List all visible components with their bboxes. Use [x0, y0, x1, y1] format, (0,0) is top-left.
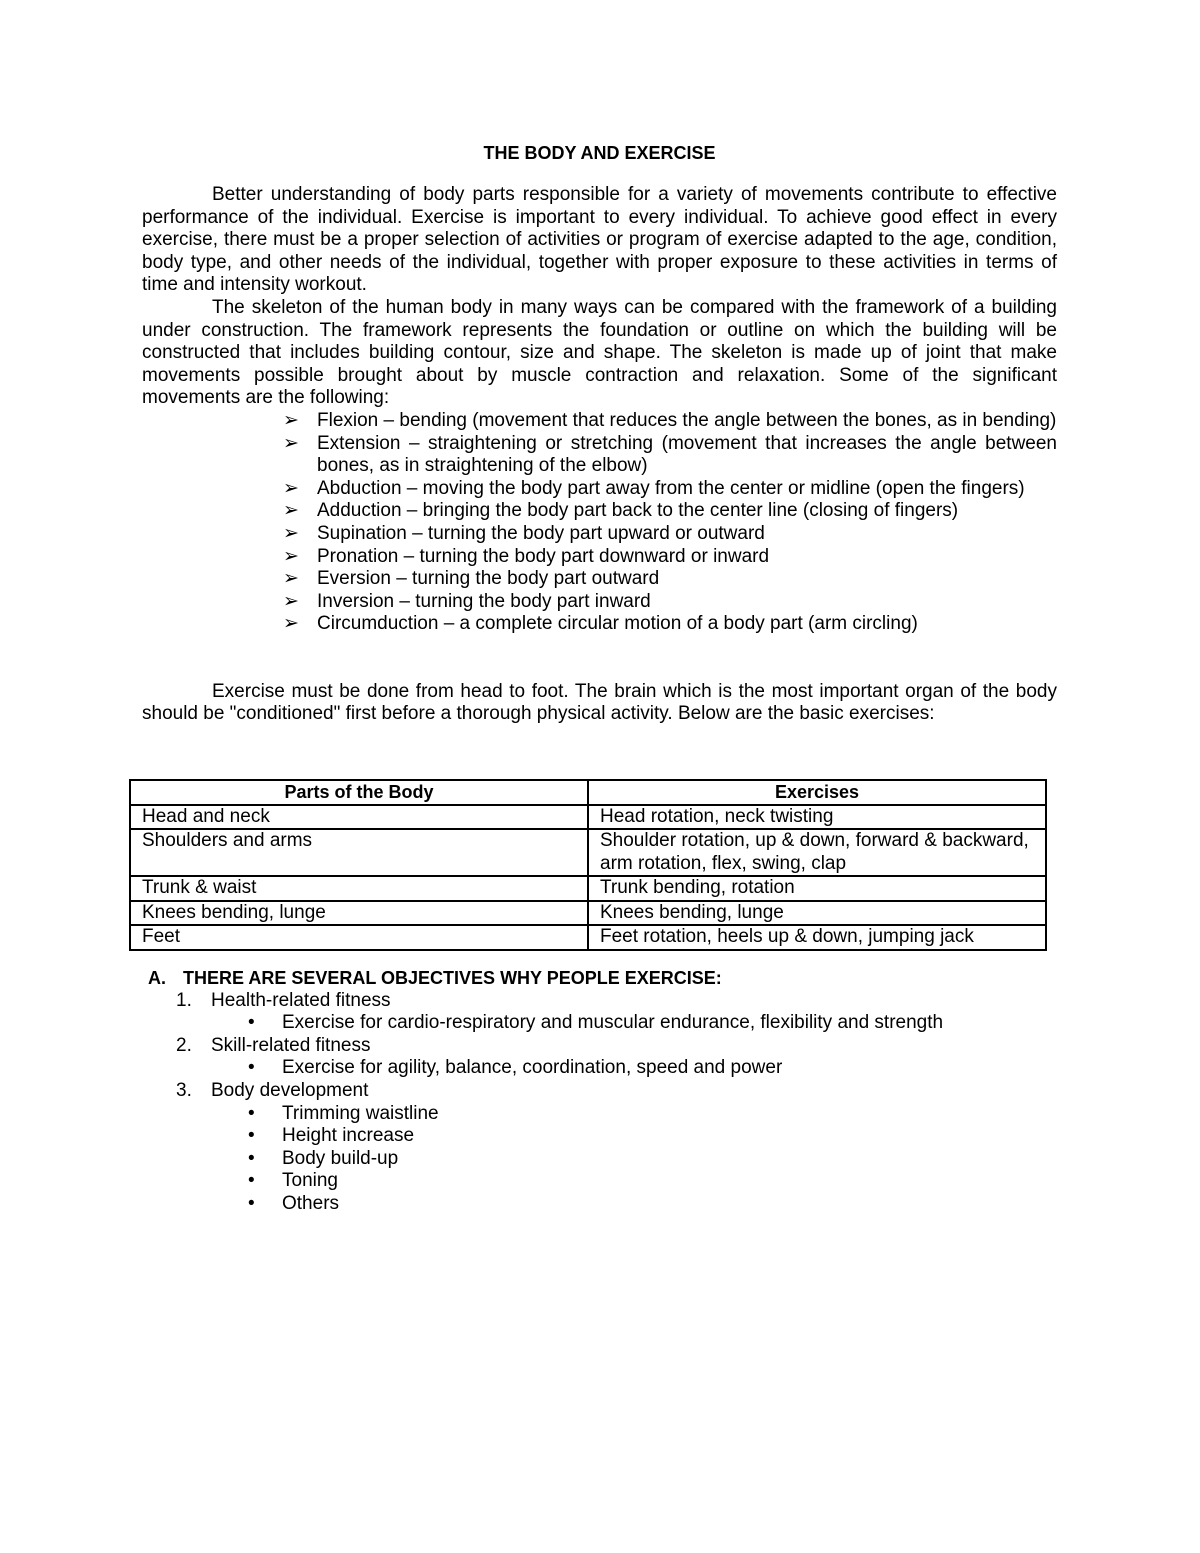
dot-bullet-icon: • — [248, 1125, 255, 1147]
list-item: • Exercise for cardio-respiratory and muscular endurance, flexibility and strength — [148, 1012, 1048, 1035]
arrowhead-bullet-icon: ➢ — [283, 613, 299, 635]
column-header-parts: Parts of the Body — [130, 780, 588, 805]
list-item: ➢ Circumduction – a complete circular motion of a body part (arm circling) — [283, 613, 918, 635]
list-item: 2. Skill-related fitness — [176, 1034, 371, 1056]
list-item: • Exercise for agility, balance, coordination, speed and power — [148, 1057, 1048, 1080]
table-row — [130, 901, 1046, 926]
list-item: ➢ Abduction – moving the body part away from the center or midline (open the fingers) — [283, 477, 1025, 499]
intro-paragraph-2: The skeleton of the human body in many ways can be compared with the framework of a building under construction. The framework represents the foundation or outline on which the building will be constructed that includes building contour, size and shape. The skeleton is made up of joint that make movements possible brought about by muscle contraction and relaxation. Some of the significant movements are the following: — [142, 296, 1057, 409]
table-row — [130, 876, 1046, 901]
document-body — [142, 142, 1057, 726]
arrowhead-bullet-icon: ➢ — [283, 477, 299, 499]
table-cell: Knees bending, lunge — [130, 901, 588, 926]
table-cell: Head and neck — [130, 805, 588, 830]
movements-list — [142, 410, 1057, 636]
table-header-row — [130, 780, 1046, 805]
table-cell: Shoulder rotation, up & down, forward & backward, arm rotation, flex, swing, clap — [588, 829, 1046, 876]
list-item: • Trimming waistline — [148, 1103, 1048, 1126]
list-item: • Toning — [148, 1170, 1048, 1193]
table-cell: Knees bending, lunge — [588, 901, 1046, 926]
list-item: ➢ Eversion – turning the body part outward — [283, 568, 660, 590]
table-cell: Shoulders and arms — [130, 829, 588, 876]
arrowhead-bullet-icon: ➢ — [283, 409, 299, 431]
list-item: 3. Body development — [176, 1079, 369, 1101]
arrowhead-bullet-icon: ➢ — [283, 432, 299, 454]
dot-bullet-icon: • — [248, 1170, 255, 1192]
dot-bullet-icon: • — [248, 1147, 255, 1169]
page-title: THE BODY AND EXERCISE — [483, 143, 716, 163]
list-item: • Others — [148, 1193, 1048, 1216]
table-row — [130, 805, 1046, 830]
list-item: ➢ Flexion – bending (movement that reduces the angle between the bones, as in bending) — [283, 409, 1057, 431]
table-cell: Trunk & waist — [130, 876, 588, 901]
dot-bullet-icon: • — [248, 1057, 255, 1079]
objectives-section — [148, 967, 1048, 1216]
arrowhead-bullet-icon: ➢ — [283, 590, 299, 612]
arrowhead-bullet-icon: ➢ — [283, 500, 299, 522]
table-cell: Feet rotation, heels up & down, jumping jack — [588, 925, 1046, 950]
list-item: ➢ Supination – turning the body part upward or outward — [283, 522, 765, 544]
arrowhead-bullet-icon: ➢ — [283, 545, 299, 567]
dot-bullet-icon: • — [248, 1012, 255, 1034]
table-row — [130, 829, 1046, 876]
table-cell: Feet — [130, 925, 588, 950]
intro-paragraph-1: Better understanding of body parts responsible for a variety of movements contribute to effective performance of the individual. Exercise is important to every individual. To achieve good effect in every exercise, there must be a proper selection of activities or program of exercise adapted to the age, condition, body type, and other needs of the individual, together with proper exposure to these activities in terms of time and intensity workout. — [142, 184, 1057, 296]
table-cell: Head rotation, neck twisting — [588, 805, 1046, 830]
list-item: ➢ Extension – straightening or stretching (movement that increases the angle between bones, as in straightening of the elbow) — [283, 432, 1057, 477]
list-item: 1. Health-related fitness — [176, 989, 391, 1011]
exercise-table — [129, 779, 1047, 951]
list-item: ➢ Pronation – turning the body part downward or inward — [283, 545, 770, 567]
list-item: • Height increase — [148, 1125, 1048, 1148]
list-item: ➢ Inversion – turning the body part inward — [283, 590, 651, 612]
column-header-exercises: Exercises — [588, 780, 1046, 805]
list-item: ➢ Adduction – bringing the body part back to the center line (closing of fingers) — [283, 500, 959, 522]
arrowhead-bullet-icon: ➢ — [283, 568, 299, 590]
table-cell: Trunk bending, rotation — [588, 876, 1046, 901]
arrowhead-bullet-icon: ➢ — [283, 522, 299, 544]
table-row — [130, 925, 1046, 950]
dot-bullet-icon: • — [248, 1102, 255, 1124]
list-item: • Body build-up — [148, 1148, 1048, 1171]
exercise-paragraph: Exercise must be done from head to foot. The brain which is the most important organ of the body should be "conditioned" first before a thorough physical activity. Below are the basic exercises: — [142, 680, 1057, 725]
objectives-heading: A. THERE ARE SEVERAL OBJECTIVES WHY PEOPLE EXERCISE: — [148, 968, 722, 988]
dot-bullet-icon: • — [248, 1192, 255, 1214]
